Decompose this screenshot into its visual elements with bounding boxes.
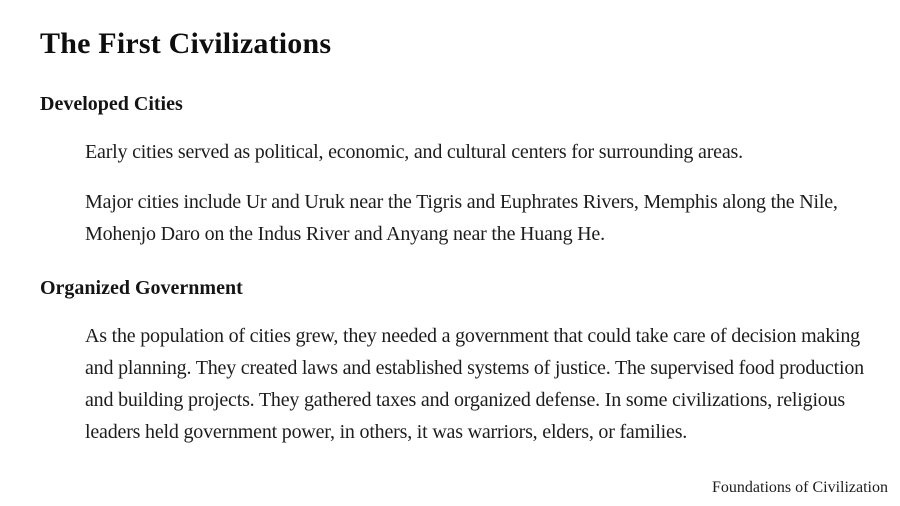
paragraph-government: As the population of cities grew, they needed a government that could take care of decision making and planning. They created laws and established systems of justice. The supervised food production and building projects. They gathered taxes and organized defense. In some civilizations, religious leaders held government power, in others, it was warriors, elders, or families. — [85, 325, 864, 443]
page-title: The First Civilizations — [40, 27, 332, 60]
section-heading-organized-government: Organized Government — [40, 277, 243, 299]
section-heading-developed-cities: Developed Cities — [40, 93, 183, 115]
paragraph-early-cities: Early cities served as political, economic, and cultural centers for surrounding areas. — [85, 141, 743, 163]
footer-credit: Foundations of Civilization — [712, 479, 888, 496]
paragraph-major-cities: Major cities include Ur and Uruk near the Tigris and Euphrates Rivers, Memphis along the Nile, Mohenjo Daro on the Indus River and Anyang near the Huang He. — [85, 191, 838, 245]
